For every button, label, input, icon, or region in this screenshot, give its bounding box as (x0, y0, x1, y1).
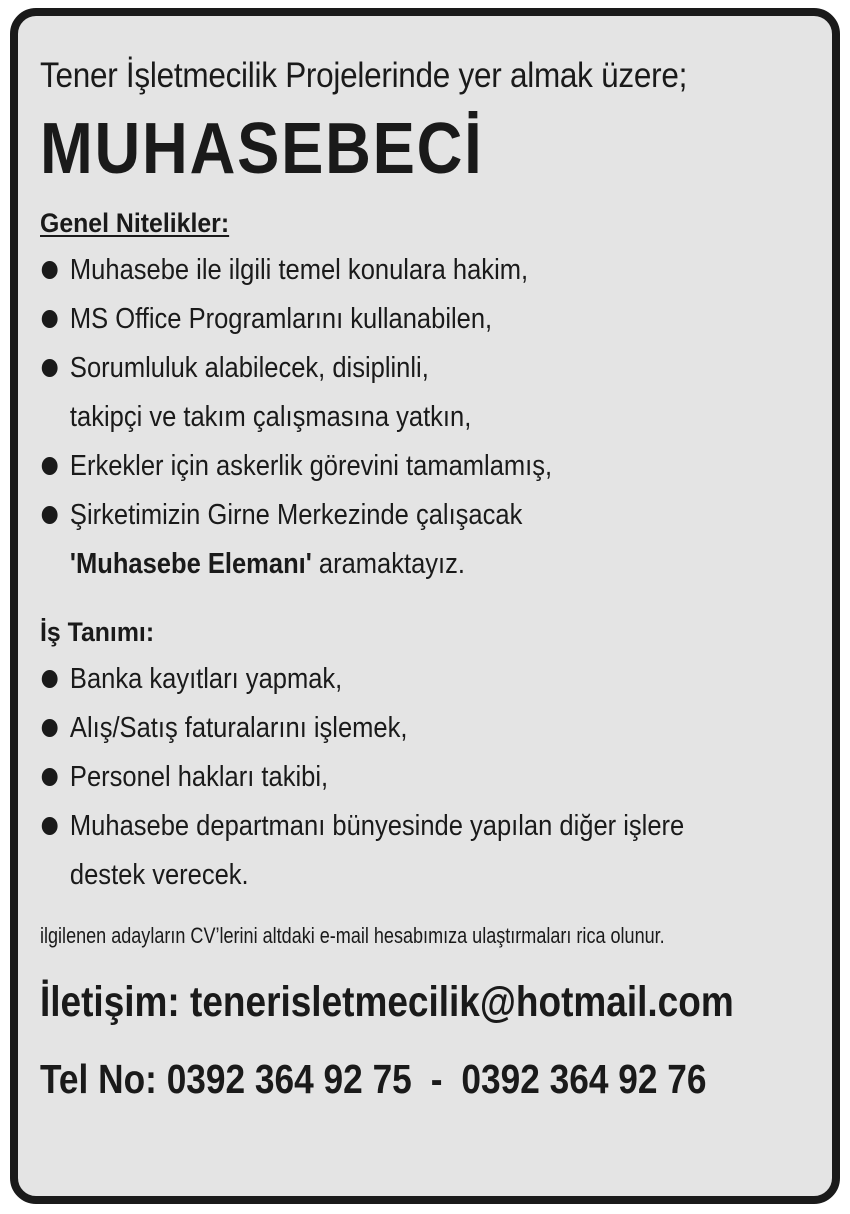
list-item-continuation: takipçi ve takım çalışmasına yatkın, (69, 401, 472, 433)
list-item-text: Banka kayıtları yapmak, (69, 663, 343, 695)
list-item-text: MS Office Programlarını kullanabilen, (69, 303, 493, 335)
phone-label: Tel No: (40, 1056, 157, 1102)
list-item (40, 655, 721, 704)
list-item-text: Muhasebe ile ilgili temel konulara hakim, (69, 254, 529, 286)
bullet-icon (42, 506, 58, 524)
list-item (40, 442, 721, 491)
list-item (40, 753, 721, 802)
phone-number-2: 0392 364 92 76 (461, 1056, 707, 1102)
list-item-continuation: destek verecek. (69, 859, 249, 891)
job-title: MUHASEBECİ (40, 109, 484, 189)
list-item (40, 802, 721, 851)
application-note: ilgilenen adayların CV’lerini altdaki e-mail hesabımıza ulaştırmaları rica olunur. (40, 923, 665, 948)
list-item-text: Erkekler için askerlik görevini tamamlamış, (69, 450, 553, 482)
list-item-text: Alış/Satış faturalarını işlemek, (69, 712, 408, 744)
bullet-icon (42, 457, 58, 475)
list-item (40, 295, 721, 344)
job-description-heading: İş Tanımı: (40, 617, 155, 647)
contact-email: tenerisletmecilik@hotmail.com (190, 978, 734, 1026)
job-description-list (40, 655, 814, 900)
list-item (40, 246, 721, 295)
qualifications-heading: Genel Nitelikler: (40, 208, 230, 238)
qualifications-list (40, 246, 814, 589)
bullet-icon (42, 310, 58, 328)
list-item (40, 704, 721, 753)
list-item-text: Muhasebe departmanı bünyesinde yapılan diğer işlere (69, 810, 685, 842)
continuation-rest: aramaktayız. (311, 548, 465, 580)
list-item-continuation (40, 540, 721, 589)
bullet-icon (42, 719, 58, 737)
list-item-text: Personel hakları takibi, (69, 761, 329, 793)
list-item-text: Şirketimizin Girne Merkezinde çalışacak (69, 499, 523, 531)
bullet-icon (42, 359, 58, 377)
bullet-icon (42, 261, 58, 279)
bullet-icon (42, 768, 58, 786)
list-item-text: Sorumluluk alabilecek, disiplinli, (69, 352, 429, 384)
contact-line (40, 976, 734, 1028)
bullet-icon (42, 817, 58, 835)
position-name: 'Muhasebe Elemanı' (69, 548, 312, 580)
intro-text: Tener İşletmecilik Projelerinde yer almak üzere; (40, 56, 688, 95)
advertisement-content (40, 54, 814, 1104)
bullet-icon (42, 670, 58, 688)
phone-number-1: 0392 364 92 75 (166, 1056, 412, 1102)
phone-line (40, 1054, 706, 1104)
list-item (40, 491, 721, 540)
phone-separator: - (430, 1056, 443, 1102)
contact-label: İletişim: (40, 978, 180, 1026)
list-item (40, 344, 721, 393)
advertisement-frame (10, 8, 840, 1204)
